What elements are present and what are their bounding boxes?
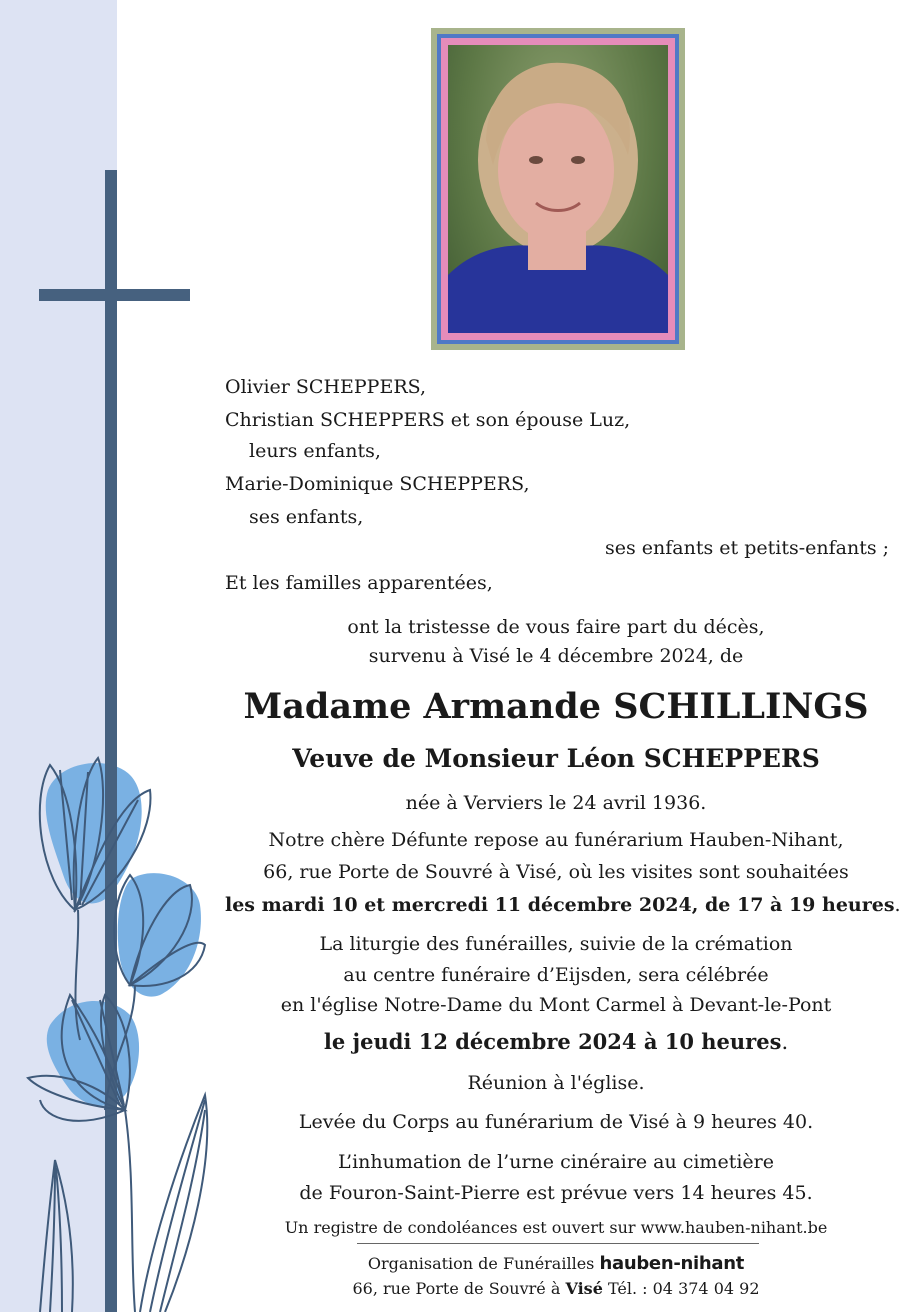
visits-dates-bold: les mardi 10 et mercredi 11 décembre 2024, de 17 à 19 heures bbox=[225, 894, 895, 916]
deceased-name: Madame Armande SCHILLINGS bbox=[243, 686, 869, 727]
footer-address bbox=[230, 1276, 882, 1302]
visits-dates bbox=[225, 892, 901, 918]
org-label: Organisation de Funérailles bbox=[367, 1254, 595, 1273]
liturgy-line: au centre funéraire d’Eijsden, sera célébrée bbox=[343, 964, 769, 986]
family-line: Christian SCHEPPERS et son épouse Luz, bbox=[225, 409, 631, 431]
inhumation-line: L’inhumation de l’urne cinéraire au cimetière bbox=[338, 1151, 774, 1173]
reunion: Réunion à l'église. bbox=[467, 1072, 645, 1094]
city: Visé bbox=[565, 1279, 603, 1298]
levee: Levée du Corps au funérarium de Visé à 9 heures 40. bbox=[298, 1111, 814, 1133]
announce-line: survenu à Visé le 4 décembre 2024, de bbox=[368, 645, 744, 667]
family-line: ses enfants et petits-enfants ; bbox=[605, 537, 890, 559]
portrait-frame bbox=[431, 28, 685, 350]
family-line: Marie-Dominique SCHEPPERS, bbox=[225, 473, 530, 495]
footer-org bbox=[230, 1251, 882, 1277]
announce-line: ont la tristesse de vous faire part du décès, bbox=[347, 616, 765, 638]
liturgy-date bbox=[230, 1029, 882, 1055]
visits-line: Notre chère Défunte repose au funérarium Hauben-Nihant, bbox=[268, 829, 844, 851]
visits-line: 66, rue Porte de Souvré à Visé, où les visites sont souhaitées bbox=[263, 861, 849, 883]
liturgy-line: La liturgie des funérailles, suivie de la crémation bbox=[319, 933, 793, 955]
cross-icon bbox=[39, 170, 190, 1312]
liturgy-line: en l'église Notre-Dame du Mont Carmel à Devant-le-Pont bbox=[280, 994, 832, 1016]
family-line: Et les familles apparentées, bbox=[225, 572, 493, 594]
widow-of: Veuve de Monsieur Léon SCHEPPERS bbox=[292, 744, 820, 773]
inhumation-line: de Fouron-Saint-Pierre est prévue vers 14 heures 45. bbox=[299, 1182, 813, 1204]
address-start: 66, rue Porte de Souvré à bbox=[352, 1279, 566, 1298]
family-line: ses enfants, bbox=[249, 506, 364, 528]
portrait-photo bbox=[448, 45, 668, 333]
brand-logo: hauben-nihant bbox=[599, 1253, 745, 1274]
birth-info: née à Verviers le 24 avril 1936. bbox=[405, 792, 707, 814]
period: . bbox=[894, 894, 901, 916]
liturgy-date-bold: le jeudi 12 décembre 2024 à 10 heures bbox=[323, 1029, 782, 1054]
family-line: leurs enfants, bbox=[249, 440, 381, 462]
divider bbox=[357, 1243, 759, 1244]
family-line: Olivier SCHEPPERS, bbox=[225, 376, 427, 398]
phone: Tél. : 04 374 04 92 bbox=[602, 1279, 760, 1298]
registry-note: Un registre de condoléances est ouvert sur www.hauben-nihant.be bbox=[284, 1218, 828, 1237]
cross-flower-artwork bbox=[0, 0, 260, 1312]
period: . bbox=[781, 1030, 789, 1054]
